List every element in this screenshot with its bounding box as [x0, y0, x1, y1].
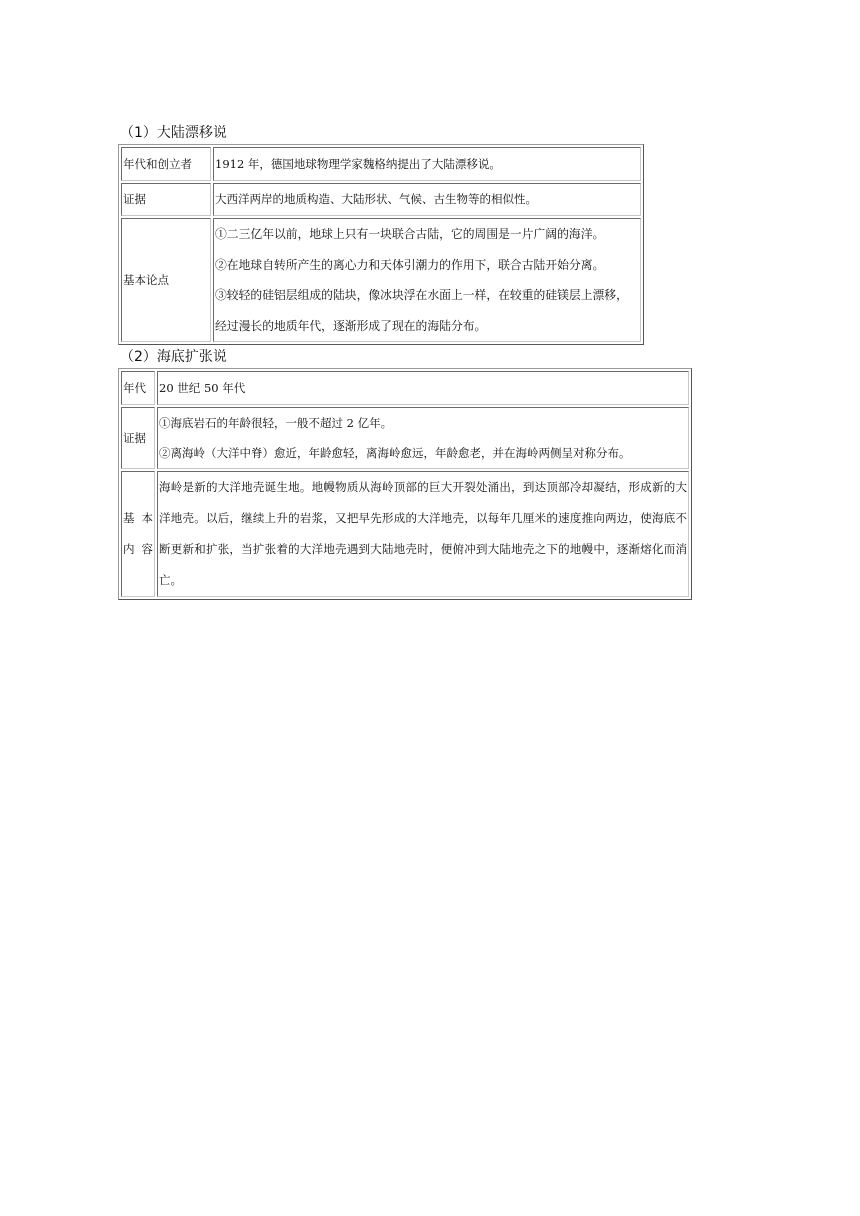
argument-point-2: ②在地球自转所产生的离心力和天体引潮力的作用下，联合古陆开始分离。 [215, 257, 605, 272]
continental-drift-table [118, 144, 644, 345]
table-row [121, 471, 689, 597]
content-cell-era-founder: 1912 年，德国地球物理学家魏格纳提出了大陆漂移说。 [213, 147, 641, 181]
label-cell-evidence: 证据 [121, 183, 211, 216]
section-heading-continental-drift: （1）大陆漂移说 [120, 125, 227, 141]
section-heading-seafloor-spreading: （2）海底扩张说 [120, 349, 227, 365]
evidence-point-1: ①海底岩石的年龄很轻，一般不超过 2 亿年。 [159, 416, 393, 430]
table-row [121, 147, 641, 181]
argument-point-3: ③较轻的硅铝层组成的陆块，像冰块浮在水面上一样，在较重的硅镁层上漂移，经过漫长的地质年代，逐渐形成了现在的海陆分布。 [215, 288, 628, 333]
evidence-point-2: ②离海岭（大洋中脊）愈近，年龄愈轻，离海岭愈远，年龄愈老，并在海岭两侧呈对称分布。 [159, 446, 631, 460]
label-cell-basic-arguments: 基本论点 [121, 218, 211, 342]
content-cell-basic-content [157, 471, 689, 597]
label-cell-era-founder: 年代和创立者 [121, 147, 211, 181]
content-cell-era: 20 世纪 50 年代 [157, 371, 689, 405]
basic-content-text: 海岭是新的大洋地壳诞生地。地幔物质从海岭顶部的巨大开裂处涌出，到达顶部冷却凝结，形成新的大洋地壳。以后，继续上升的岩浆，又把早先形成的大洋地壳，以每年几厘米的速度推向两边，使海底不断更新和扩张，当扩张着的大洋地壳遇到大陆地壳时，便俯冲到大陆地壳之下的地幔中，逐渐熔化而消亡。 [159, 480, 687, 587]
content-cell-evidence [157, 407, 689, 469]
table-row [121, 407, 689, 469]
argument-point-1: ①二三亿年以前，地球上只有一块联合古陆，它的周围是一片广阔的海洋。 [215, 227, 605, 241]
label-cell-evidence: 证据 [121, 407, 155, 469]
content-cell-basic-arguments [213, 218, 641, 342]
table-row [121, 183, 641, 216]
label-cell-basic-content: 基 本 内容 [121, 471, 155, 597]
seafloor-spreading-table [118, 368, 692, 600]
table-row [121, 218, 641, 342]
label-cell-era: 年代 [121, 371, 155, 405]
table-row [121, 371, 689, 405]
content-cell-evidence: 大西洋两岸的地质构造、大陆形状、气候、古生物等的相似性。 [213, 183, 641, 216]
